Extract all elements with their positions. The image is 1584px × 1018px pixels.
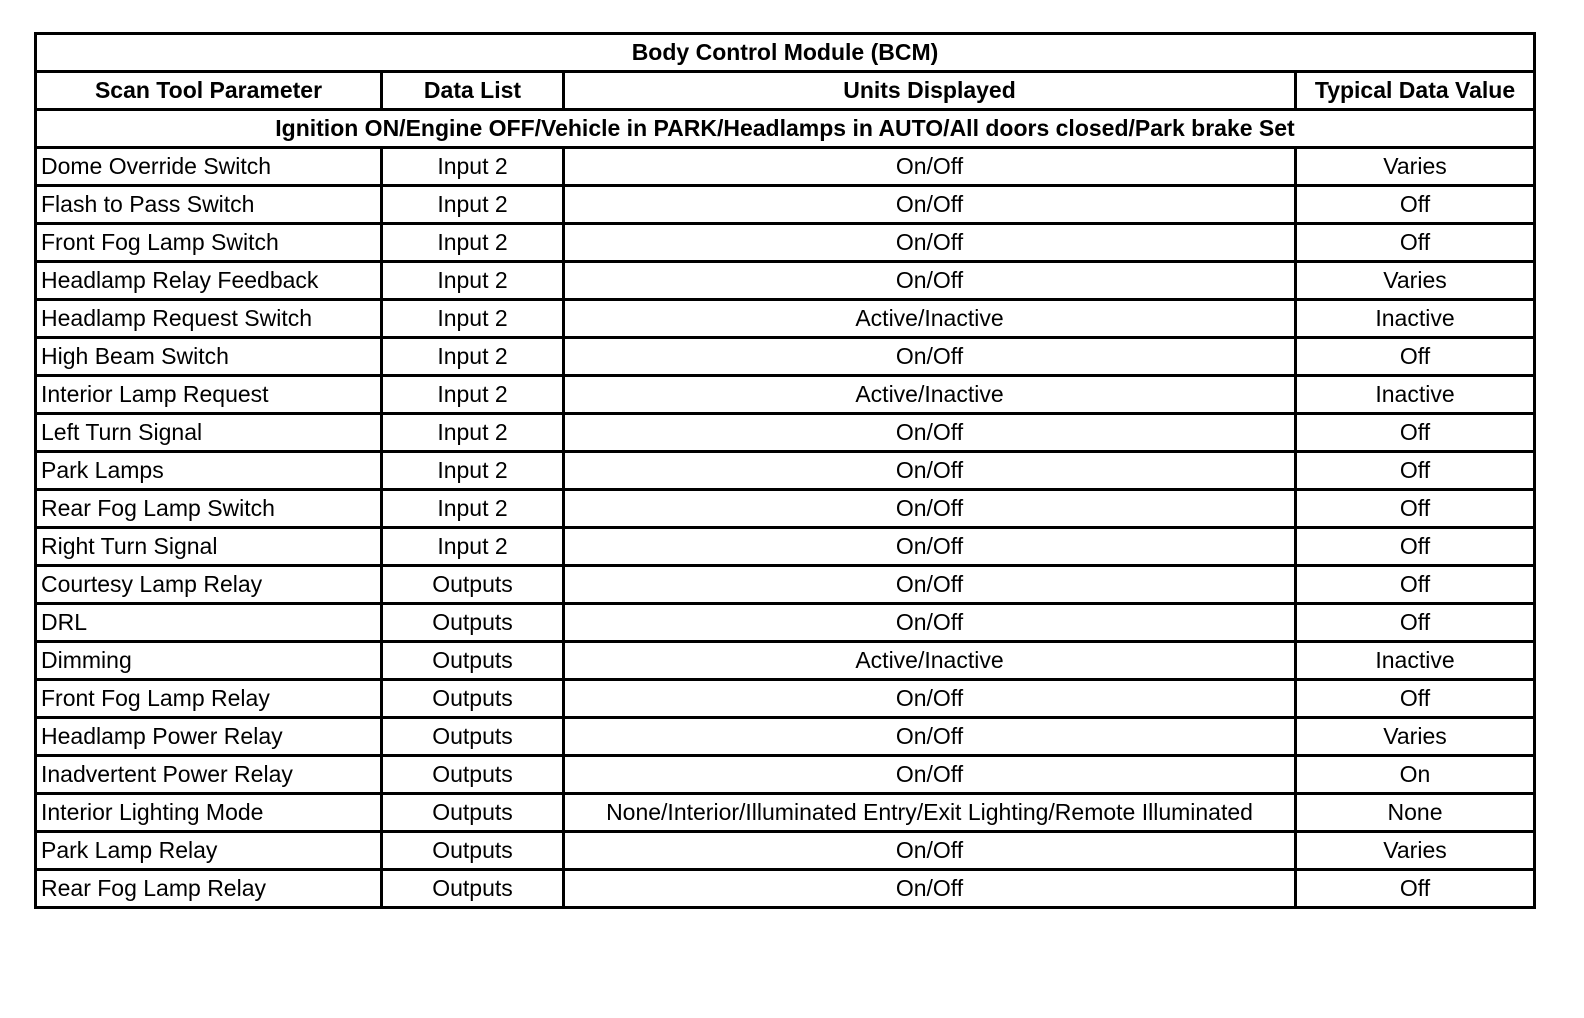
table-row	[36, 832, 1535, 870]
cell-data-list: Outputs	[382, 604, 564, 642]
cell-units-displayed: On/Off	[564, 566, 1296, 604]
condition-row	[36, 110, 1535, 148]
cell-typical-data-value: Off	[1296, 566, 1535, 604]
cell-units-displayed: Active/Inactive	[564, 642, 1296, 680]
cell-units-displayed: On/Off	[564, 528, 1296, 566]
cell-scan-tool-parameter: Rear Fog Lamp Switch	[36, 490, 382, 528]
table-row	[36, 414, 1535, 452]
cell-scan-tool-parameter: Flash to Pass Switch	[36, 186, 382, 224]
cell-scan-tool-parameter: Dome Override Switch	[36, 148, 382, 186]
header-data-list: Data List	[382, 72, 564, 110]
cell-scan-tool-parameter: Dimming	[36, 642, 382, 680]
cell-scan-tool-parameter: DRL	[36, 604, 382, 642]
cell-data-list: Input 2	[382, 528, 564, 566]
bcm-data-table	[34, 32, 1536, 909]
cell-typical-data-value: Off	[1296, 186, 1535, 224]
cell-units-displayed: On/Off	[564, 414, 1296, 452]
cell-units-displayed: On/Off	[564, 604, 1296, 642]
table-row	[36, 794, 1535, 832]
table-row	[36, 642, 1535, 680]
table-row	[36, 224, 1535, 262]
cell-scan-tool-parameter: Headlamp Relay Feedback	[36, 262, 382, 300]
cell-units-displayed: On/Off	[564, 224, 1296, 262]
cell-units-displayed: On/Off	[564, 186, 1296, 224]
cell-data-list: Outputs	[382, 870, 564, 908]
table-row	[36, 338, 1535, 376]
cell-typical-data-value: Off	[1296, 414, 1535, 452]
cell-data-list: Outputs	[382, 680, 564, 718]
table-title: Body Control Module (BCM)	[36, 34, 1535, 72]
cell-typical-data-value: Off	[1296, 870, 1535, 908]
cell-scan-tool-parameter: High Beam Switch	[36, 338, 382, 376]
table-row	[36, 300, 1535, 338]
header-typical-data-value: Typical Data Value	[1296, 72, 1535, 110]
cell-scan-tool-parameter: Rear Fog Lamp Relay	[36, 870, 382, 908]
table-row	[36, 376, 1535, 414]
cell-units-displayed: On/Off	[564, 262, 1296, 300]
cell-typical-data-value: Off	[1296, 490, 1535, 528]
cell-data-list: Outputs	[382, 794, 564, 832]
cell-data-list: Input 2	[382, 414, 564, 452]
table-row	[36, 262, 1535, 300]
cell-data-list: Input 2	[382, 262, 564, 300]
cell-units-displayed: On/Off	[564, 452, 1296, 490]
table-row	[36, 528, 1535, 566]
cell-data-list: Input 2	[382, 490, 564, 528]
cell-typical-data-value: Off	[1296, 452, 1535, 490]
cell-data-list: Input 2	[382, 300, 564, 338]
table-row	[36, 566, 1535, 604]
table-row	[36, 452, 1535, 490]
title-row	[36, 34, 1535, 72]
cell-data-list: Outputs	[382, 756, 564, 794]
cell-scan-tool-parameter: Front Fog Lamp Relay	[36, 680, 382, 718]
table-row	[36, 756, 1535, 794]
cell-typical-data-value: Inactive	[1296, 376, 1535, 414]
cell-typical-data-value: Off	[1296, 338, 1535, 376]
cell-typical-data-value: Inactive	[1296, 300, 1535, 338]
header-scan-tool-parameter: Scan Tool Parameter	[36, 72, 382, 110]
cell-units-displayed: On/Off	[564, 718, 1296, 756]
cell-typical-data-value: Varies	[1296, 148, 1535, 186]
table-row	[36, 680, 1535, 718]
cell-data-list: Input 2	[382, 148, 564, 186]
cell-typical-data-value: Off	[1296, 224, 1535, 262]
cell-scan-tool-parameter: Park Lamp Relay	[36, 832, 382, 870]
cell-scan-tool-parameter: Headlamp Power Relay	[36, 718, 382, 756]
test-condition: Ignition ON/Engine OFF/Vehicle in PARK/Headlamps in AUTO/All doors closed/Park brake Set	[36, 110, 1535, 148]
cell-typical-data-value: Off	[1296, 604, 1535, 642]
header-row	[36, 72, 1535, 110]
cell-scan-tool-parameter: Park Lamps	[36, 452, 382, 490]
cell-scan-tool-parameter: Inadvertent Power Relay	[36, 756, 382, 794]
cell-typical-data-value: On	[1296, 756, 1535, 794]
cell-typical-data-value: Varies	[1296, 718, 1535, 756]
table-row	[36, 490, 1535, 528]
cell-units-displayed: On/Off	[564, 832, 1296, 870]
cell-scan-tool-parameter: Interior Lighting Mode	[36, 794, 382, 832]
table-row	[36, 718, 1535, 756]
cell-data-list: Outputs	[382, 566, 564, 604]
cell-data-list: Outputs	[382, 642, 564, 680]
table-body	[36, 148, 1535, 908]
cell-units-displayed: Active/Inactive	[564, 300, 1296, 338]
cell-data-list: Input 2	[382, 338, 564, 376]
cell-data-list: Outputs	[382, 718, 564, 756]
cell-typical-data-value: Off	[1296, 680, 1535, 718]
cell-units-displayed: On/Off	[564, 490, 1296, 528]
table-row	[36, 148, 1535, 186]
cell-data-list: Input 2	[382, 224, 564, 262]
cell-data-list: Input 2	[382, 452, 564, 490]
cell-units-displayed: On/Off	[564, 756, 1296, 794]
cell-units-displayed: On/Off	[564, 680, 1296, 718]
cell-typical-data-value: Off	[1296, 528, 1535, 566]
cell-scan-tool-parameter: Courtesy Lamp Relay	[36, 566, 382, 604]
cell-data-list: Input 2	[382, 376, 564, 414]
cell-scan-tool-parameter: Front Fog Lamp Switch	[36, 224, 382, 262]
table-row	[36, 870, 1535, 908]
cell-typical-data-value: Inactive	[1296, 642, 1535, 680]
table-row	[36, 186, 1535, 224]
cell-typical-data-value: Varies	[1296, 262, 1535, 300]
cell-scan-tool-parameter: Interior Lamp Request	[36, 376, 382, 414]
cell-scan-tool-parameter: Headlamp Request Switch	[36, 300, 382, 338]
cell-units-displayed: None/Interior/Illuminated Entry/Exit Lighting/Remote Illuminated	[564, 794, 1296, 832]
cell-data-list: Input 2	[382, 186, 564, 224]
cell-units-displayed: On/Off	[564, 338, 1296, 376]
table-row	[36, 604, 1535, 642]
header-units-displayed: Units Displayed	[564, 72, 1296, 110]
cell-typical-data-value: Varies	[1296, 832, 1535, 870]
cell-scan-tool-parameter: Left Turn Signal	[36, 414, 382, 452]
cell-scan-tool-parameter: Right Turn Signal	[36, 528, 382, 566]
cell-units-displayed: Active/Inactive	[564, 376, 1296, 414]
cell-typical-data-value: None	[1296, 794, 1535, 832]
cell-units-displayed: On/Off	[564, 148, 1296, 186]
cell-data-list: Outputs	[382, 832, 564, 870]
cell-units-displayed: On/Off	[564, 870, 1296, 908]
